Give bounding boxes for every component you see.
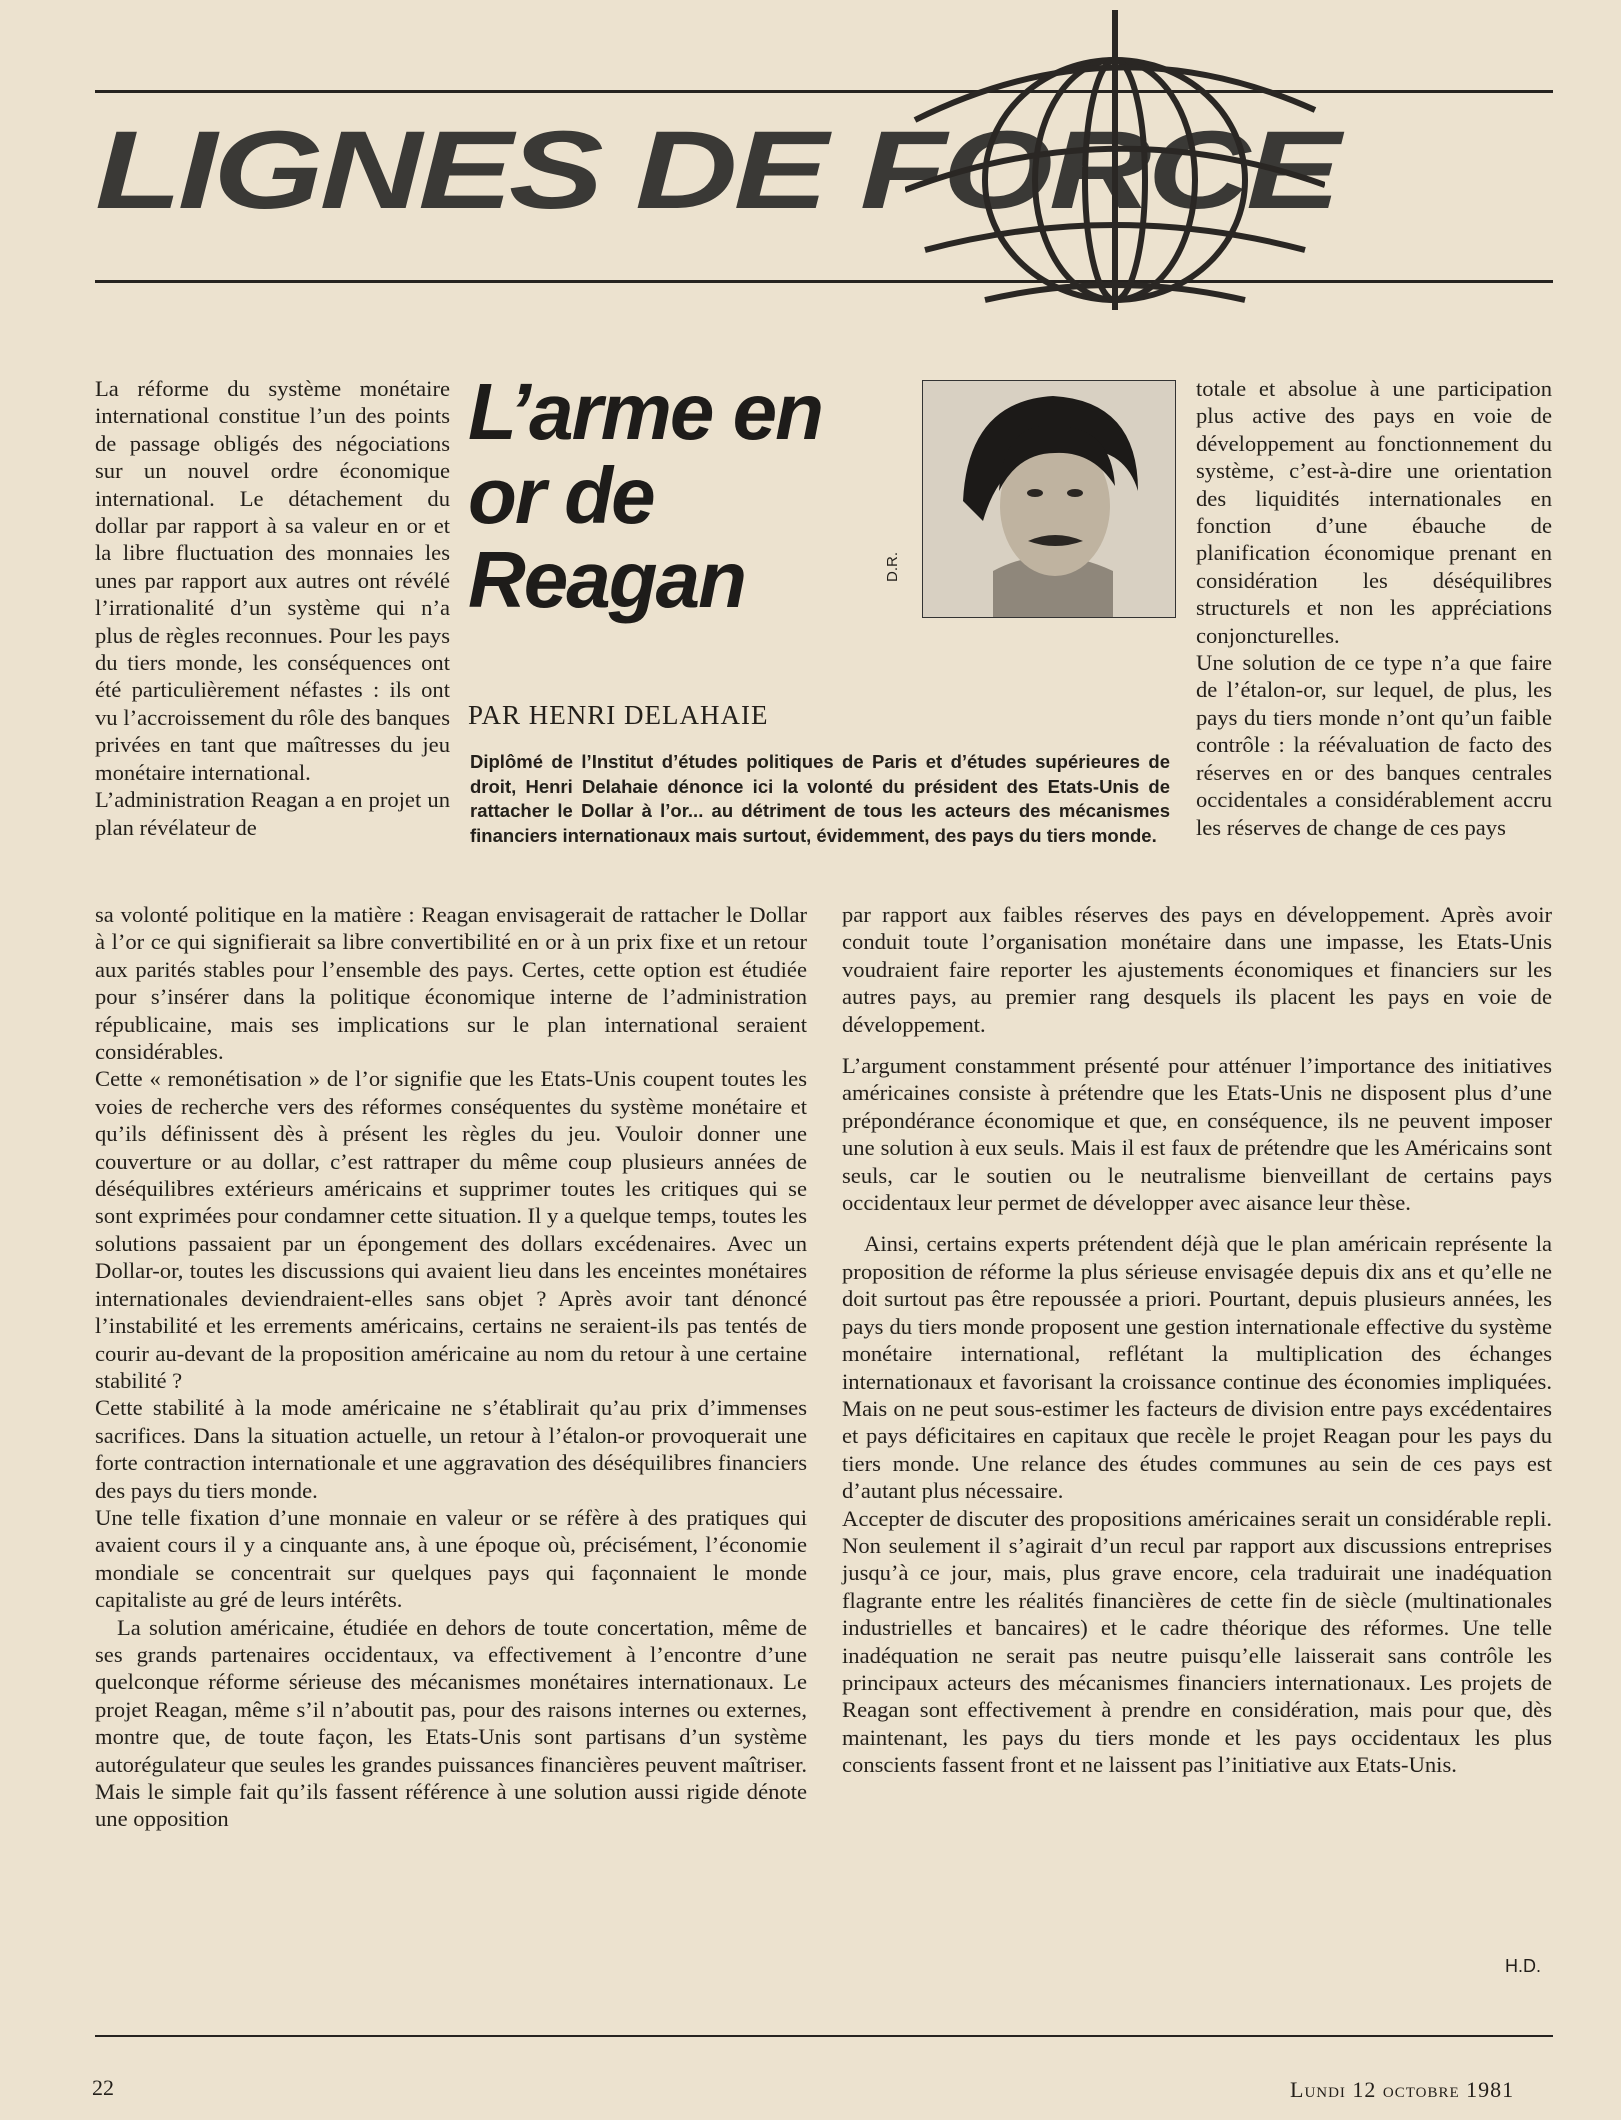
photo-credit: D.R. bbox=[884, 552, 901, 582]
right-column bbox=[842, 901, 1552, 1779]
paragraph: totale et absolue à une participation plus active des pays en voie de développement au fonctionnement du système, c’est-à-dire une orientation des liquidités internationales en fonction d’une ébauche de planification économique prenant en considération les déséquilibres structurels et non les appréciations conjoncturelles. bbox=[1196, 376, 1552, 648]
paragraph: sa volonté politique en la matière : Reagan envisagerait de rattacher le Dollar à l’or ce qui signifierait sa libre convertibilité en or à un prix fixe et un retour aux parités stables pour l’ensemble des pays. Certes, cette option est étudiée pour s’insérer dans la politique économique interne de l’administration républicaine, mais ses implications sur le plan international seraient considérables. bbox=[95, 902, 807, 1065]
paragraph: Ainsi, certains experts prétendent déjà que le plan américain représente la proposition de réforme la plus sérieuse envisagée depuis dix ans et qu’elle ne doit surtout pas être repoussée a priori. Pourtant, depuis plusieurs années, les pays du tiers monde proposent une gestion internationale effective du système monétaire international, reflétant la multiplication des échanges internationaux et favorisant la croissance continue des économies impliquées. Mais on ne peut sous-estimer les facteurs de division entre pays excédentaires et pays déficitaires en capitaux que recèle le projet Reagan pour les pays du tiers monde. Une relance des études communes au sein de ces pays est d’autant plus nécessaire. bbox=[842, 1231, 1552, 1504]
byline: PAR HENRI DELAHAIE bbox=[468, 700, 769, 730]
footer-rule bbox=[95, 2035, 1553, 2037]
left-column bbox=[95, 901, 807, 1833]
author-portrait bbox=[922, 380, 1176, 618]
article-standfirst: Diplômé de l’Institut d’études politiques de Paris et d’études supérieures de droit, Henri Delahaie dénonce ici la volonté du président des Etats-Unis de rattacher le Dollar à l’or... au détriment de tous les acteurs des mécanismes financiers internationaux mais surtout, évidemment, des pays du tiers monde. bbox=[470, 751, 1170, 846]
paragraph: Une telle fixation d’une monnaie en valeur or se réfère à des pratiques qui avaient cours il y a cinquante ans, à une époque où, précisément, l’économie mondiale se concentrait sur quelques pays qui façonnaient le monde capitaliste au gré de leurs intérêts. bbox=[95, 1504, 807, 1613]
article-headline: L’arme en or de Reagan bbox=[468, 367, 822, 624]
portrait-image bbox=[923, 381, 1175, 617]
paragraph: Accepter de discuter des propositions américaines serait un considérable repli. Non seulement il s’agirait d’un recul par rapport aux discussions entreprises jusqu’à ce jour, mais, plus grave encore, cela traduirait une inadéquation flagrante entre les réalités financières de cette fin de siècle (multinationales industrielles et bancaires) et le cadre théorique des réformes. Une telle inadéquation ne serait pas neutre puisqu’elle laisserait sans contrôle les principaux acteurs des mécanismes financiers internationaux. Les projets de Reagan sont effectivement à prendre en considération, mais pour que, dès maintenant, les pays du tiers monde et les pays occidentaux les plus conscients fassent front et ne laissent pas l’initiative aux Etats-Unis. bbox=[842, 1505, 1552, 1778]
author-signature: H.D. bbox=[1505, 1956, 1541, 1976]
lead-paragraph: L’administration Reagan a en projet un plan révélateur de bbox=[95, 787, 450, 840]
masthead-top-rule bbox=[95, 90, 1553, 93]
page-number: 22 bbox=[92, 2075, 114, 2100]
rubric-title: LIGNES DE FORCE bbox=[95, 108, 1337, 233]
paragraph: L’argument constamment présenté pour atténuer l’importance des initiatives américaines consiste à prétendre que les Etats-Unis ne disposent plus d’une prépondérance économique et que, en conséquence, ils ne peuvent imposer une solution à eux seuls. Mais il est faux de prétendre que les Américains sont seuls, car le soutien ou le neutralisme bienveillant de certains pays occidentaux leur permet de développer avec aisance leur thèse. bbox=[842, 1053, 1552, 1216]
paragraph: La solution américaine, étudiée en dehors de toute concertation, même de ses grands partenaires occidentaux, va effectivement à l’encontre d’une quelconque réforme sérieuse des mécanismes monétaires internationaux. Le projet Reagan, même s’il n’aboutit pas, pour des raisons internes ou externes, montre que, de toute façon, les Etats-Unis sont partisans d’un système autorégulateur que seules les grandes puissances financières peuvent maîtriser. Mais le simple fait qu’ils fassent référence à une solution aussi rigide dénote une opposition bbox=[95, 1614, 807, 1832]
paragraph: Cette stabilité à la mode américaine ne s’établirait qu’au prix d’immenses sacrifices. Dans la situation actuelle, un retour à l’étalon-or provoquerait une forte contraction internationale et une aggravation des déséquilibres financiers des pays du tiers monde. bbox=[95, 1395, 807, 1503]
paragraph: par rapport aux faibles réserves des pays en développement. Après avoir conduit toute l’organisation monétaire dans une impasse, les Etats-Unis voudraient faire reporter les ajustements économiques et financiers sur les autres pays, au premier rang desquels ils placent les pays en voie de développement. bbox=[842, 902, 1552, 1037]
globe-icon bbox=[905, 0, 1325, 320]
intro-column bbox=[95, 375, 450, 841]
masthead bbox=[95, 108, 1553, 292]
paragraph: Cette « remonétisation » de l’or signifie que les Etats-Unis coupent toutes les voies de recherche vers des réformes conséquentes du système monétaire et qu’ils définissent dès à présent les règles du jeu. Vouloir donner une couverture or au dollar, c’est rattraper du même coup plusieurs années de déséquilibres extérieurs américains et supprimer toutes les critiques qui se sont exprimées pour condamner cette situation. Il y a quelque temps, toutes les solutions passaient par un épongement des dollars excédenaires. Avec un Dollar-or, toutes les discussions qui avaient lieu dans les enceintes monétaires internationales deviendraient-elles sans objet ? Après avoir tant dénoncé l’instabilité et les errements américains, certains ne seraient-ils pas tentés de courir au-devant de la proposition américaine au nom du retour à une certaine stabilité ? bbox=[95, 1066, 807, 1393]
issue-date: Lundi 12 octobre 1981 bbox=[1290, 2077, 1515, 2102]
right-top-column bbox=[1196, 375, 1552, 841]
intro-paragraph: La réforme du système monétaire international constitue l’un des points de passage obligés des négociations sur un nouvel ordre économique international. Le détachement du dollar par rapport à sa valeur en or et la libre fluctuation des monnaies les unes par rapport aux autres ont révélé l’irrationalité d’un système qui n’a plus de règles reconnues. Pour les pays du tiers monde, les conséquences ont été particulièrement néfastes : ils ont vu l’accroissement du rôle des banques privées en tant que maîtresses du jeu monétaire international. bbox=[95, 376, 450, 785]
paragraph: Une solution de ce type n’a que faire de l’étalon-or, sur lequel, de plus, les pays du tiers monde n’ont qu’un faible contrôle : la réévaluation de facto des réserves en or des banques centrales occidentales a considérablement accru les réserves de change de ces pays bbox=[1196, 650, 1552, 840]
